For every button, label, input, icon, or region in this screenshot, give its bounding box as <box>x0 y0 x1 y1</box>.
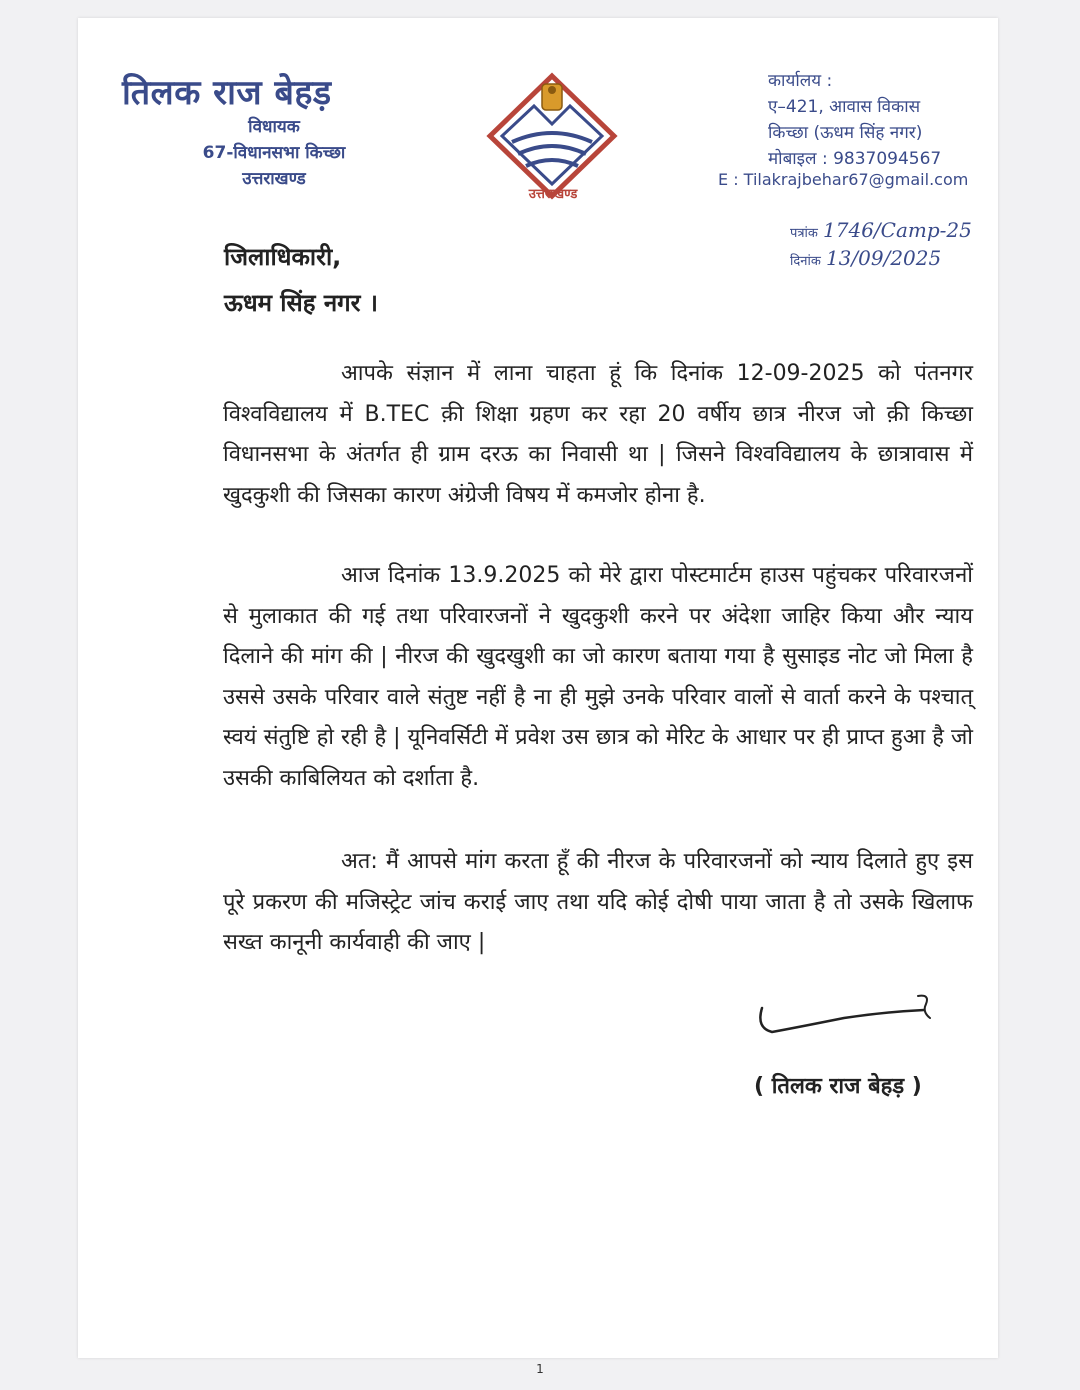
letter-date-value: 13/09/2025 <box>825 246 942 270</box>
letter-number-label: पत्रांक <box>790 226 818 241</box>
body-paragraph-1: आपके संज्ञान में लाना चाहता हूं कि दिनांक 12-09-2025 को पंतनगर विश्वविद्यालय में B.TEC क़ी शिक्षा ग्रहण कर रहा 20 वर्षीय छात्र नीरज जो क़ी किच्छा विधानसभा के अंतर्गत ही ग्राम दरऊ का निवासी था | जिसने विश्वविद्यालय के छात्रावास में खुदकुशी की जिसका कारण अंग्रेजी विषय में कमजोर होना है. <box>223 361 973 508</box>
letter-date <box>790 246 941 270</box>
sender-designation: विधायक <box>248 117 300 137</box>
letter-number-value: 1746/Camp-25 <box>823 218 972 242</box>
sender-name: तिलक राज बेहड़ <box>122 73 332 113</box>
office-address-line1: ए–421, आवास विकास <box>768 97 921 117</box>
letter-page <box>78 18 998 1358</box>
addressee-line1: जिलाधिकारी, <box>224 243 342 271</box>
letter-date-label: दिनांक <box>790 254 821 269</box>
body-paragraph-2: आज दिनांक 13.9.2025 को मेरे द्वारा पोस्टमार्टम हाउस पहुंचकर परिवारजनों से मुलाकात की गई तथा परिवारजनों ने खुदकुशी करने पर अंदेशा जाहिर किया और न्याय दिलाने की मांग की | नीरज की खुदखुशी का जो कारण बताया गया है सुसाइड नोट जो मिला है उससे उसके परिवार वाले संतुष्ट नहीं है ना ही मुझे उनके परिवार वालों से वार्ता करने के पश्चात् स्वयं संतुष्टि हो रही है | यूनिवर्सिटी में प्रवेश उस छात्र को मेरिट के आधार पर ही प्राप्त हुआ है जो उसकी काबिलियत को दर्शाता है. <box>223 563 973 791</box>
letter-number <box>790 218 972 242</box>
sender-state: उत्तराखण्ड <box>242 169 306 189</box>
emblem-caption: उत्तराखण्ड <box>528 187 578 202</box>
body-paragraph-3: अत: मैं आपसे मांग करता हूँ की नीरज के परिवारजनों को न्याय दिलाते हुए इस पूरे प्रकरण की मजिस्ट्रेट जांच कराई जाए तथा यदि कोई दोषी पाया जाता है तो उसके खिलाफ सख्त कानूनी कार्यवाही की जाए | <box>223 849 973 955</box>
office-mobile: मोबाइल : 9837094567 <box>768 149 942 169</box>
office-email: E : Tilakrajbehar67@gmail.com <box>718 170 969 189</box>
office-address-line2: किच्छा (ऊधम सिंह नगर) <box>768 123 923 143</box>
signatory-name: ( तिलक राज बेहड़ ) <box>754 1074 922 1099</box>
sender-constituency: 67-विधानसभा किच्छा <box>202 143 346 163</box>
page-number: 1 <box>536 1362 544 1376</box>
addressee-line2: ऊधम सिंह नगर । <box>224 289 378 317</box>
office-label: कार्यालय : <box>768 71 833 91</box>
handwritten-signature <box>754 988 954 1048</box>
